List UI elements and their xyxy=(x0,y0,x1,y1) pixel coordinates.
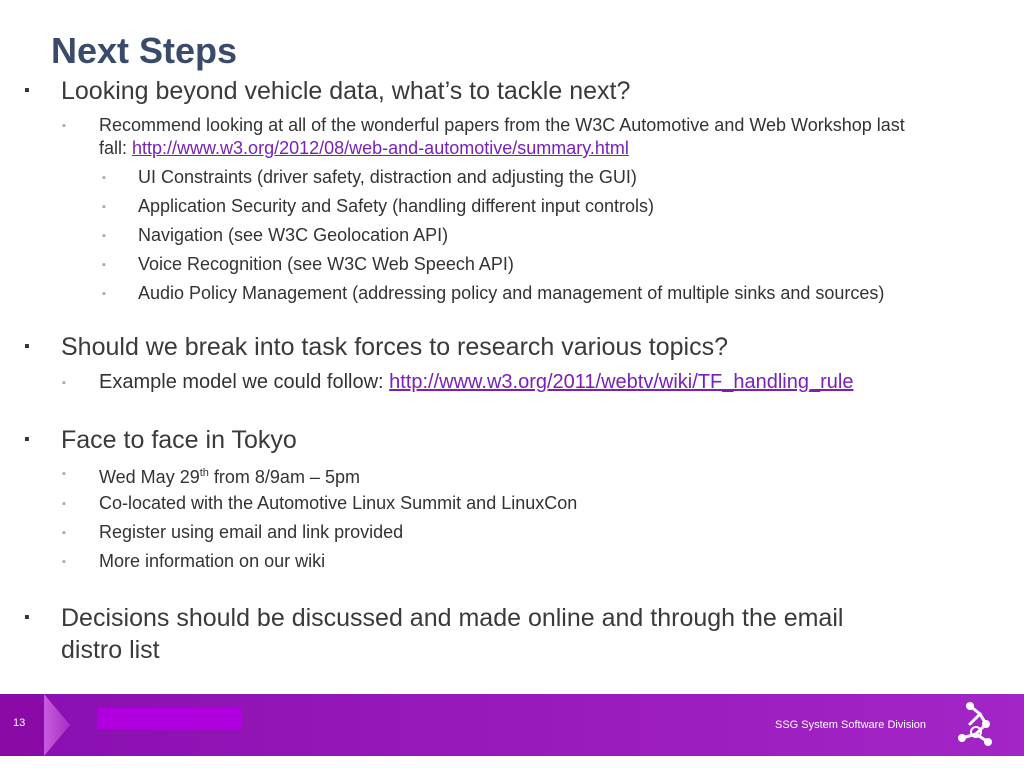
bullet-register: Register using email and link provided xyxy=(99,522,404,542)
bullet-vehicle-data: Looking beyond vehicle data, what’s to tackle next? xyxy=(61,77,631,105)
bullet-icon: ▪ xyxy=(62,556,66,568)
bullet-audio-policy: Audio Policy Management (addressing policy and management of multiple sinks and sources) xyxy=(138,283,885,303)
bullet-icon: ▪ xyxy=(102,230,106,242)
bullet-app-security: Application Security and Safety (handling different input controls) xyxy=(138,196,654,216)
bullet-icon: ▪ xyxy=(24,338,30,355)
bullet-icon: ▪ xyxy=(102,288,106,300)
slide-title: Next Steps xyxy=(51,30,238,71)
bullet-icon: ▪ xyxy=(24,82,30,99)
molecule-logo-icon xyxy=(950,700,998,750)
bullet-icon: ▪ xyxy=(102,201,106,213)
bullet-icon: ▪ xyxy=(62,468,66,480)
date-suffix: th xyxy=(199,467,209,479)
tf-handling-rule-link[interactable]: http://www.w3.org/2011/webtv/wiki/TF_handling_rule xyxy=(389,371,854,393)
division-label: SSG System Software Division xyxy=(775,719,926,731)
bullet-recommend-papers xyxy=(99,114,1004,160)
decisions-line-2: distro list xyxy=(61,636,160,664)
bullet-wiki-info: More information on our wiki xyxy=(99,551,326,571)
date-time-text: from 8/9am – 5pm xyxy=(208,467,360,487)
footer-arrow-shape xyxy=(44,694,70,756)
bullet-example-model xyxy=(99,371,853,394)
bullet-decisions xyxy=(61,602,991,666)
date-text: Wed May 29 xyxy=(99,467,200,487)
bullet-icon: ▪ xyxy=(24,609,30,626)
page-number: 13 xyxy=(13,717,26,729)
bullet-navigation: Navigation (see W3C Geolocation API) xyxy=(138,225,449,245)
bullet-icon: ▪ xyxy=(102,259,106,271)
bullet-meeting-date xyxy=(99,462,360,489)
bullet-icon: ▪ xyxy=(62,377,66,389)
bullet-icon: ▪ xyxy=(102,172,106,184)
bullet-voice-recognition: Voice Recognition (see W3C Web Speech API) xyxy=(138,254,514,274)
bullet-icon: ▪ xyxy=(62,120,66,132)
bullet-co-located: Co-located with the Automotive Linux Summit and LinuxCon xyxy=(99,493,578,513)
workshop-summary-link[interactable]: http://www.w3.org/2012/08/web-and-automotive/summary.html xyxy=(132,138,629,158)
bullet-icon: ▪ xyxy=(24,431,30,448)
slide-footer xyxy=(0,694,1024,756)
bullet-ui-constraints: UI Constraints (driver safety, distraction and adjusting the GUI) xyxy=(138,167,637,187)
footer-highlight-box xyxy=(97,708,242,730)
bullet-face-to-face: Face to face in Tokyo xyxy=(61,426,297,454)
recommend-text-2: fall: xyxy=(99,138,133,158)
bullet-task-forces: Should we break into task forces to research various topics? xyxy=(61,333,729,361)
bullet-icon: ▪ xyxy=(62,498,66,510)
recommend-text: Recommend looking at all of the wonderful papers from the W3C Automotive and Web Workshop last xyxy=(99,115,905,135)
example-model-text: Example model we could follow: xyxy=(99,371,390,393)
bullet-icon: ▪ xyxy=(62,527,66,539)
decisions-line-1: Decisions should be discussed and made online and through the email xyxy=(61,604,844,632)
